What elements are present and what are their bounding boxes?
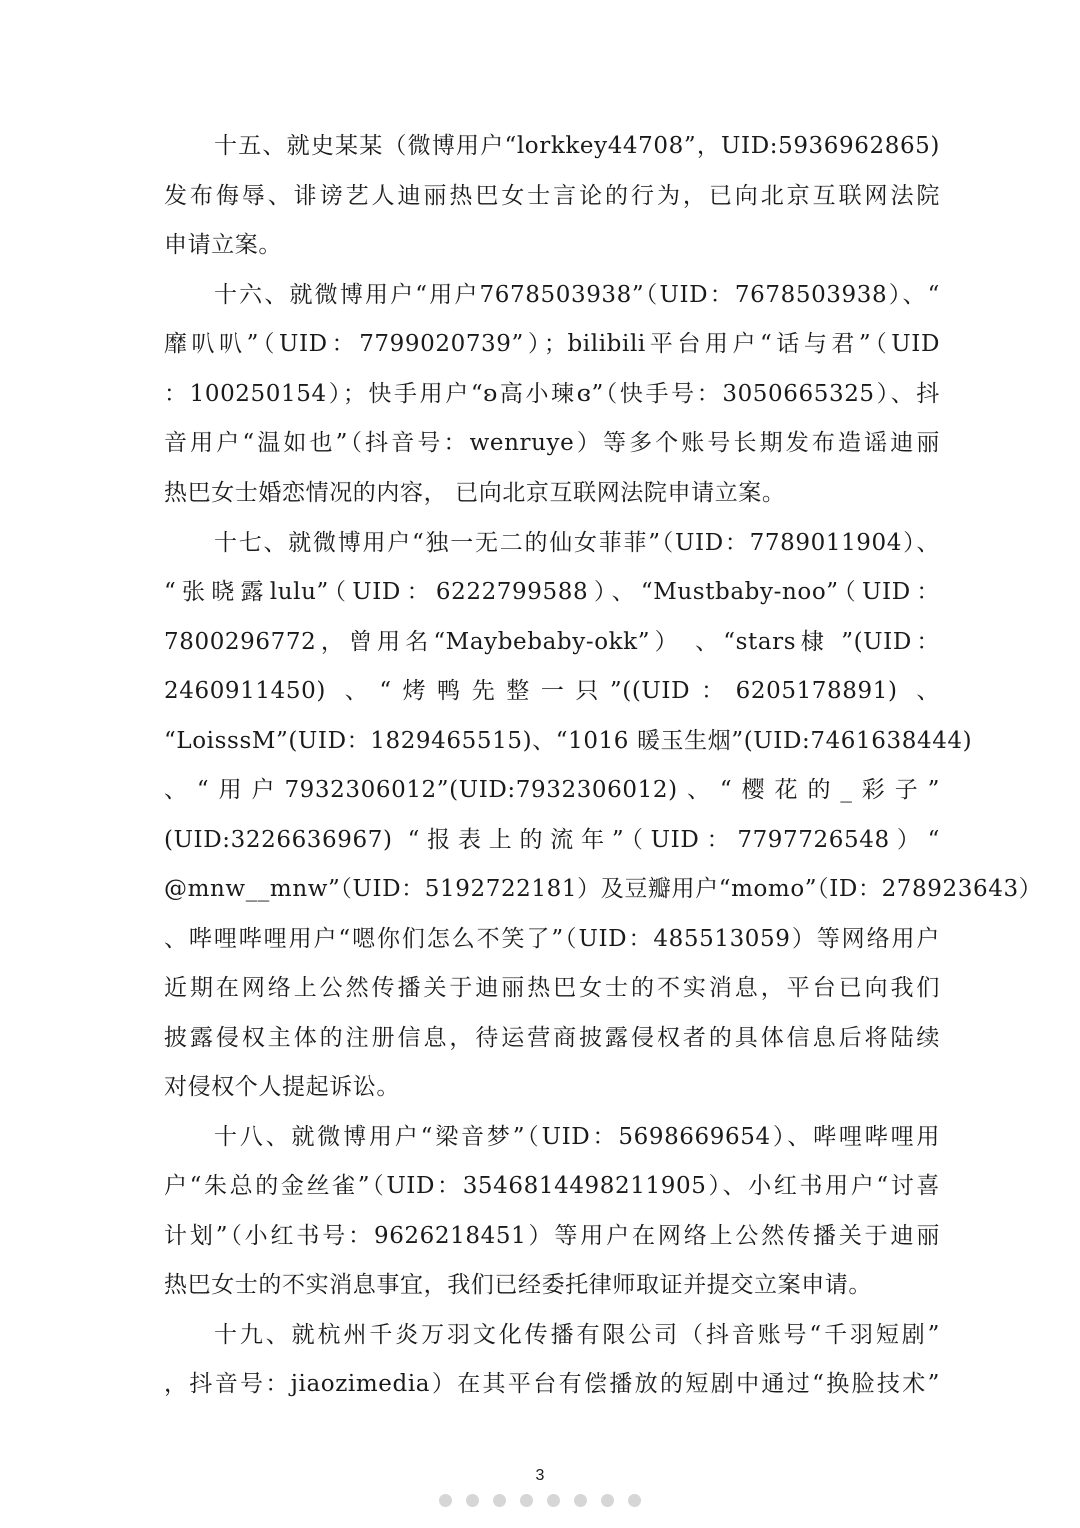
paragraph-18-line-4: 热巴女士的不实消息事宜，我们已经委托律师取证并提交立案申请。 (164, 1272, 872, 1298)
paragraph-17-line-11: 披露侵权主体的注册信息，待运营商披露侵权者的具体信息后将陆续 (164, 1025, 940, 1051)
watermark-dot (439, 1494, 452, 1507)
paragraph-16-line-2: 靡叭叭”（UID：7799020739”）；bilibili平台用户“话与君”（UID (164, 331, 940, 357)
paragraph-16-line-4: 音用户“温如也”（抖音号：wenruye）等多个账号长期发布造谣迪丽 (164, 430, 940, 456)
paragraph-17-line-12: 对侵权个人提起诉讼。 (164, 1074, 400, 1100)
paragraph-17-line-1: 十七、就微博用户“独一无二的仙女菲菲”（UID：7789011904）、 (214, 530, 940, 556)
paragraph-17-line-3: 7800296772，曾用名“Maybebaby-okk”） 、“stars棣 ”(UID： (164, 629, 940, 655)
paragraph-18-line-1: 十八、就微博用户“梁音梦”（UID：5698669654）、哔哩哔哩用 (214, 1124, 940, 1150)
paragraph-17-line-5: “LoisssM”(UID：1829465515)、“1016 暖玉生烟”(UID:7461638444) (164, 728, 973, 754)
watermark-dot (574, 1494, 587, 1507)
paragraph-17-line-9: 、哔哩哔哩用户“嗯你们怎么不笑了”（UID：485513059）等网络用户 (164, 926, 940, 952)
paragraph-16-line-5: 热巴女士婚恋情况的内容， 已向北京互联网法院申请立案。 (164, 480, 786, 506)
paragraph-17-line-10: 近期在网络上公然传播关于迪丽热巴女士的不实消息，平台已向我们 (164, 975, 940, 1001)
page-number: 3 (535, 1467, 545, 1484)
watermark-dot (601, 1494, 614, 1507)
paragraph-17-line-8: @mnw__mnw”（UID：5192722181）及豆瓣用户“momo”（ID：278923643） (164, 876, 1043, 902)
paragraph-18-line-2: 户“朱总的金丝雀”（UID：3546814498211905）、小红书用户“讨喜 (164, 1173, 940, 1199)
paragraph-19-line-2: ，抖音号：jiaozimedia）在其平台有偿播放的短剧中通过“换脸技术” (164, 1371, 940, 1397)
paragraph-16-line-3: ：100250154）；快手用户“ʚ高小瑓ɞ”（快手号：3050665325）、抖 (164, 381, 940, 407)
watermark-dots (0, 1490, 1080, 1512)
paragraph-17-line-4: 2460911450) 、“烤鸭先整一只”((UID：6205178891) 、 (164, 678, 940, 704)
watermark-dot (493, 1494, 506, 1507)
watermark-dot (466, 1494, 479, 1507)
paragraph-17-line-7: (UID:3226636967) “报表上的流年”（UID：7797726548）“ (164, 827, 940, 853)
paragraph-17-line-2: “张晓露lulu”（UID：6222799588）、“Mustbaby-noo”（UID： (164, 579, 940, 605)
watermark-dot (520, 1494, 533, 1507)
paragraph-15-line-1: 十五、就史某某（微博用户“lorkkey44708”，UID:5936962865) (214, 133, 940, 159)
paragraph-15-line-3: 申请立案。 (164, 232, 282, 258)
paragraph-16-line-1: 十六、就微博用户“用户7678503938”（UID：7678503938）、“ (214, 282, 940, 308)
paragraph-19-line-1: 十九、就杭州千炎万羽文化传播有限公司（抖音账号“千羽短剧” (214, 1322, 940, 1348)
paragraph-17-line-6: 、“用户7932306012”(UID:7932306012)、“樱花的_彩子” (164, 777, 940, 803)
paragraph-18-line-3: 计划”（小红书号：9626218451）等用户在网络上公然传播关于迪丽 (164, 1223, 940, 1249)
watermark-dot (547, 1494, 560, 1507)
paragraph-15-line-2: 发布侮辱、诽谤艺人迪丽热巴女士言论的行为，已向北京互联网法院 (164, 183, 940, 209)
watermark-dot (628, 1494, 641, 1507)
